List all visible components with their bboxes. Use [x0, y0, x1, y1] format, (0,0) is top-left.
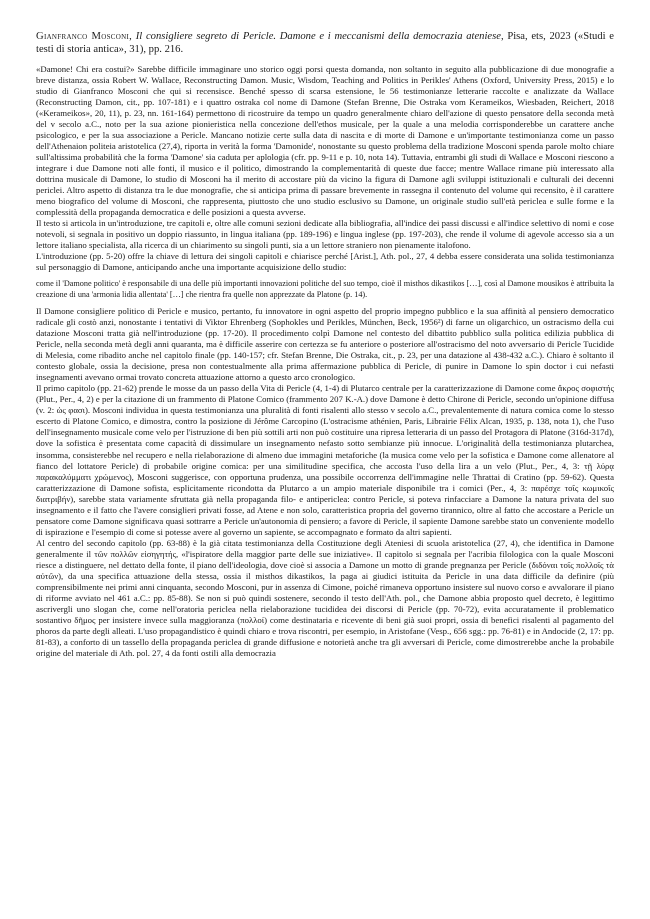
paragraph-chapter-two: Al centro del secondo capitolo (pp. 63-88) è la già citata testimonianza della Costituzione degli Ateniesi di scuola aristotelica (27, 4), che identifica in Damone generalmente il τῶν πολλῶν εἰσηγητής, «l'ispiratore della maggior parte delle sue iniziative». Il capitolo si segnala per l'acribia filologica con la quale Mosconi riesce a distinguere, nel dettato della fonte, il piano dell'ideologia, dove cioè si associa a Damone un motto di grande pregnanza per Pericle (διδόναι τοῖς πολλοῖς τὰ αὐτῶν), da una specifica attuazione della stessa, ossia il misthos dikastikos, la paga ai giudici istituita da Pericle in una data difficile da definire (più comprensibilmente nei primi anni cinquanta, secondo Mosconi, pur in assenza di Cimone, poiché rimaneva opportuno insistere sul nuovo corso e avvalorare il piano di riforme avviato nel 461 a.C.: pp. 85-88). Se non si può quindi sostenere, secondo il testo dell'Ath. pol., che Damone abbia proposto quel decreto, è legittimo ascrivergli uno slogan che, come nell'oratoria periclea nella rielaborazione tucididea dei discorsi di Pericle (pp. 70-72), evita accuratamente il problematico sostantivo δῆμος per insistere invece sulla maggioranza (πολλοί) come destinataria e ricevente di beni già suoi propri, ossia di benefici risalenti al pagamento del phoros da parte degli alleati. L'uso propagandistico è quindi chiaro e trova riscontri, per esempio, in Aristofane (Vesp., 656 sgg.: pp. 76-81) e in Andocide (2, 17: pp. 81-83), a conforto di un tassello della propaganda periclea di grande diffusione e notorietà anche tra gli avversari di Pericle, come dimostrerebbe anche la probabile origine del materiale di Ath. pol. 27, 4 da fonti ostili alla democrazia: [36, 537, 614, 658]
citation-publisher: Pisa, ets, 2023 («Studi e testi di storia antica», 31), pp. 216.: [36, 31, 614, 56]
citation-title: Il consigliere segreto di Pericle. Damone e i meccanismi della democrazia ateniese,: [135, 31, 504, 42]
block-quote: come il 'Damone politico' è responsabile di una delle più importanti innovazioni politiche del suo tempo, cioè il misthos dikastikos […], così al Damone mousikos è attribuita la creazione di una 'armonia lidia allentata' […] che rientra fra quelle non apprezzate da Platone (p. 14).: [36, 279, 614, 299]
paragraph-introduction-summary: L'introduzione (pp. 5-20) offre la chiave di lettura dei singoli capitoli e chiarisce perché [Arist.], Ath. pol., 27, 4 debba essere considerata una solida testimonianza sul personaggio di Damone, anticipando anche una importante acquisizione dello studio:: [36, 251, 614, 273]
review-body: [36, 64, 614, 659]
citation-author: Gianfranco Mosconi,: [36, 31, 133, 42]
paragraph-intro: «Damone! Chi era costui?» Sarebbe difficile immaginare uno storico oggi porsi questa domanda, non soltanto in seguito alla pubblicazione di due monografie a breve distanza, ossia Robert W. Wallace, Reconstructing Damon. Music, Wisdom, Teaching and Politics in Perikles' Athens (Oxford, University Press, 2015) e lo studio di Gianfranco Mosconi che qui si recensisce. Benché spesso di scarsa estensione, le 56 testimonianze letterarie raccolte e analizzate da Wallace (Reconstructing Damon, cit., pp. 107-181) e i quattro ostraka col nome di Damone (Stefan Brenne, Die Ostraka vom Kerameikos, Wiesbaden, Reichert, 2018 («Kerameikos», 20, 11), p. 23, nn. 161-164) permettono di ricostruire da tempo un quadro generalmente chiaro dell'azione di questo pensatore della seconda metà del v secolo a.C., noto per la sua azione pionieristica nella concezione dell'ethos musicale, per la quale a una melodia corrisponderebbe un carattere anche psicologico, e per la sua associazione a Pericle. Mancano notizie certe sulla data di nascita e di morte di Damone e un'importante testimonianza come un passo dell'Athenaion politeia aristotelica (27,4), riporta in verità la forma 'Damonide', nonostante su questo problema della tradizione Mosconi spenda parole molto chiare sull'altissima probabilità che la forma 'Damone' sia caduta per aplologia (cfr. pp. 9-11 e p. 10, nota 14). Tuttavia, entrambi gli studi di Wallace e Mosconi riescono a integrare i due Damone noti alle fonti, il musico e il politico, dimostrando la complementarità di queste due facce; mentre Wallace rimane più interessato alla dottrina musicale di Damone, lo studio di Mosconi ha il merito di accostare più da vicino la figura di Damone agli sviluppi istituzionali e culturali dei decenni periclei. Altro aspetto di distanza tra le due monografie, che si anticipa prima di passare brevemente in rassegna il contenuto del volume qui recensito, è il carattere meno biografico del volume di Mosconi, che rappresenta, piuttosto che uno studio esclusivo su Damone, un originale studio sull'età periclea e sulle forme e la complessità della propaganda democratica e delle posizioni a questa avverse.: [36, 63, 614, 218]
paragraph-chapter-one: Il primo capitolo (pp. 21-62) prende le mosse da un passo della Vita di Pericle (4, 1-4) di Plutarco centrale per la caratterizzazione di Damone come ἄκρος σοφιστής (Plut., Per., 4, 2) e per la citazione di un frammento di Platone Comico (frammento 207 K.-A.) dove Damone è detto Chirone di Pericle, secondo un'opinione diffusa (v. 2: ὡς φασι). Mosconi individua in questa testimonianza una pluralità di fonti risalenti allo stesso v secolo a.C., prevalentemente di natura comica come lo stesso escerto di Platone Comico, e dimostra, contro la posizione di Jérôme Carcopino (L'ostracisme athénien, Paris, Librairie Félix Alcan, 1935, p. 138, nota 1), che l'uso dell'insegnamento musicale come velo per l'istruzione di ben più sottili arti non può costituire una ripresa letteraria di un passo del Protagora di Platone (316d-317d), dove la sofistica è presentata come capacità di dissimulare un insegnamento nefasto sotto sembianze più innocue. L'originalità della testimonianza plutarchea, insomma, consisterebbe nel recupero e nella rielaborazione di almeno due immagini metaforiche (la musica come velo per la sofistica e Damone come allenatore al fianco del lottatore Pericle) di probabile origine comica: per una similitudine specifica, che accosta l'uso della lira a un velo (Plut., Per., 4, 3: τῇ λύρᾳ παρακαλύμματι χρώμενος), Mosconi suggerisce, con opportuna prudenza, una possibile occorrenza dell'immagine nelle Thrattai di Cratino (pp. 59-62). Questa caratterizzazione di Damone sofista, esplicitamente ricondotta da Plutarco a un ampio materiale disponibile tra i comici (Per., 4, 3: παρέσχε τοῖς κωμικοῖς διατριβήν), sarebbe stata variamente sfruttata già nella propaganda filo- e antipericlea: contro Pericle, si poteva rinfacciare a Damone la natura privata del suo insegnamento e il fatto che l'avere consiglieri privati fosse, ad Atene e non solo, caratteristica propria del governo tirannico, oltre al fatto che accostare a Pericle un pensatore come Damone significava quasi sottrarre a Pericle un'autonomia di pensiero; a favore di Pericle, il sapiente Damone sarebbe stato un conveniente modello di ispirazione e l'esempio di come si potesse avere al governo un sapiente, se accompagnato e formato da altri sapienti.: [36, 383, 614, 537]
citation-header: [36, 30, 614, 57]
paragraph-structure: Il testo si articola in un'introduzione, tre capitoli e, oltre alle comuni sezioni dedicate alla bibliografia, all'indice dei passi discussi e all'indice selettivo di nomi e cose notevoli, si segnala in positivo un doppio riassunto, in lingua italiana (pp. 189-196) e lingua inglese (pp. 197-203), che rende il volume di agevole accesso sia a un lettore italiano specialista, alla ricerca di un chiarimento su singoli punti, sia a un lettore straniero non pienamente italofono.: [36, 218, 614, 251]
paragraph-damone-politics: Il Damone consigliere politico di Pericle e musico, pertanto, fu innovatore in ogni aspetto del proprio impegno pubblico e la sua affinità al pensiero democratico radicale gli costò anzi, nonostante i tentativi di Viktor Ehrenberg (Sophokles und Perikles, München, Beck, 1956²) di farne un oligarchico, un ostracismo della cui datazione Mosconi tratta già nell'introduzione (pp. 17-20). Il procedimento colpì Damone nel contesto del dibattito pubblico sulla politica edilizia pubblica di Pericle, nella seconda metà degli anni quaranta, ma è difficile asserire con certezza se fu anteriore o posteriore all'ostracismo del noto avversario di Pericle Tucidide di Melesia, come ribadito anche nel capitolo finale (pp. 140-157; cfr. Stefan Brenne, Die Ostraka, cit., p. 23, per una datazione al 438-432 a.C.). Chiaro è soltanto il contesto globale, ossia la decisione, presa non contestualmente alla prima affermazione pubblica di Pericle, di punire in Damone lo spin doctor i cui nefasti insegnamenti avevano ormai trovato concreta attuazione attorno a questo arco cronologico.: [36, 306, 614, 383]
